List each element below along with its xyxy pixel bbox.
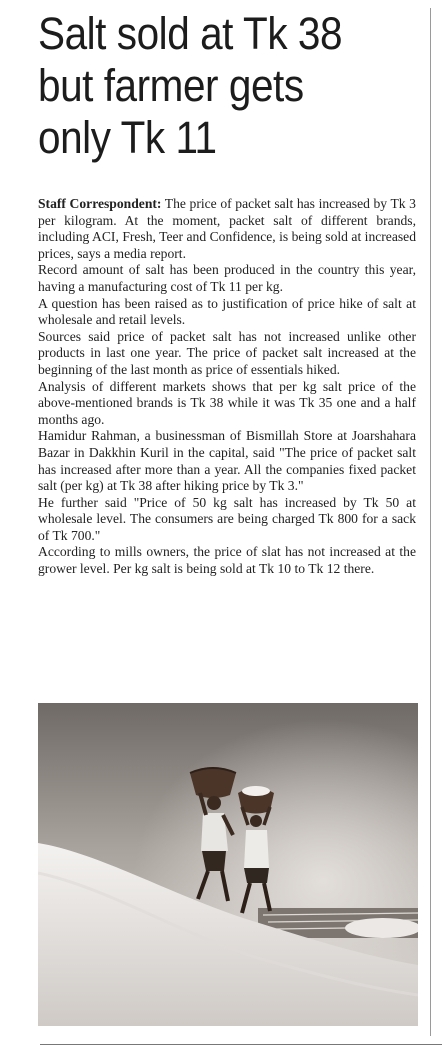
article-paragraph: A question has been raised as to justification of price hike of salt at wholesale and retail levels. xyxy=(38,295,416,328)
article-paragraph: Sources said price of packet salt has not increased unlike other products in last one year. The price of packet salt increased at the beginning of the last month as price of essentials hiked. xyxy=(38,328,416,377)
article-paragraph: He further said "Price of 50 kg salt has increased by Tk 50 at wholesale level. The consumers are being charged Tk 800 for a sack of Tk 700." xyxy=(38,494,416,543)
column-rule-right xyxy=(430,8,431,1036)
headline-line-1: Salt sold at Tk 38 xyxy=(38,8,343,59)
article-photo xyxy=(38,703,418,1026)
salt-field-photo xyxy=(38,703,418,1026)
headline-line-2: but farmer gets xyxy=(38,60,304,111)
article-paragraph: Analysis of different markets shows that per kg salt price of the above-mentioned brands is Tk 38 while it was Tk 35 one and a half months ago. xyxy=(38,378,416,427)
byline: Staff Correspondent: xyxy=(38,196,162,211)
headline xyxy=(38,8,389,164)
article-paragraph: Record amount of salt has been produced in the country this year, having a manufacturing cost of Tk 11 per kg. xyxy=(38,262,416,294)
distant-salt-heap xyxy=(345,918,418,938)
article-paragraph: According to mills owners, the price of slat has not increased at the grower level. Per kg salt is being sold at Tk 10 to Tk 12 there. xyxy=(38,544,416,577)
article-body xyxy=(38,196,416,578)
article-lead-paragraph xyxy=(38,196,416,262)
headline-line-3: only Tk 11 xyxy=(38,112,217,163)
bottom-rule xyxy=(40,1044,442,1045)
article-paragraph: Hamidur Rahman, a businessman of Bismillah Store at Joarshahara Bazar in Dakkhin Kuril in the capital, said "The price of packet salt has increased after more than a year. All the companies fixed packet salt (per kg) at Tk 38 after hiking price by Tk 3." xyxy=(38,428,416,494)
lead-text: The price of packet salt has increased by Tk 3 per kilogram. At the moment, packet salt of different brands, including ACI, Fresh, Teer and Confidence, is being sold at increased prices, says a media report. xyxy=(38,196,416,261)
